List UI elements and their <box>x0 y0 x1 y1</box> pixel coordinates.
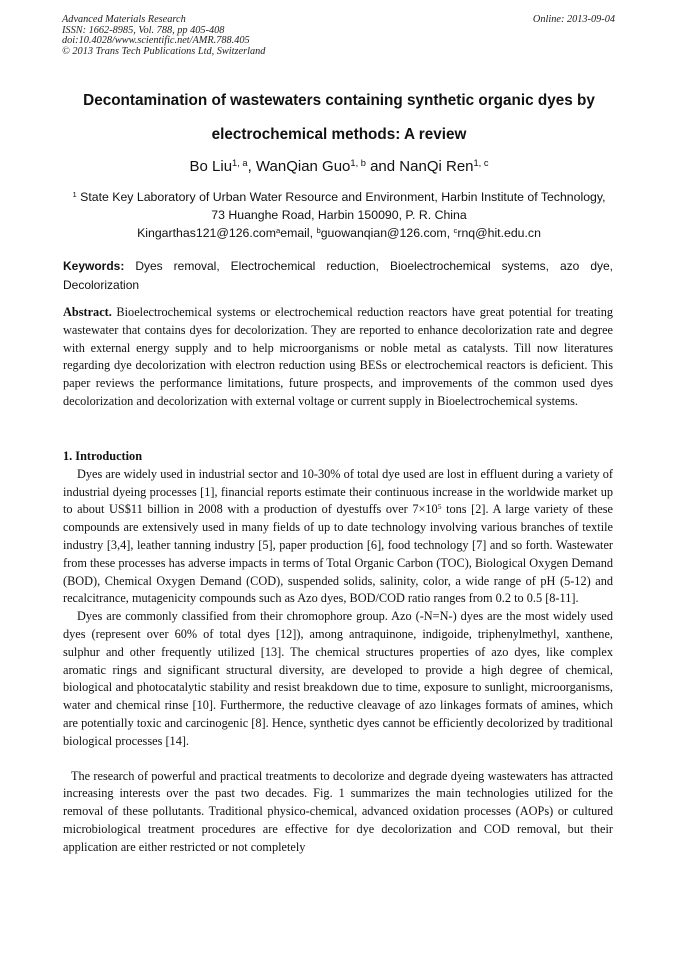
author-name: WanQian Guo <box>255 158 351 175</box>
paragraph <box>63 466 613 608</box>
section-heading: 1. Introduction <box>63 449 143 463</box>
introduction-section <box>63 448 613 857</box>
online-date: Online: 2013-09-04 <box>532 14 615 25</box>
email-mark: b <box>316 225 321 235</box>
author-affiliation-mark: 1, b <box>350 157 366 168</box>
keywords-label: Keywords: <box>63 259 125 273</box>
author-and: and <box>365 158 400 175</box>
email-suffix: email, <box>280 226 317 240</box>
affiliation-emails <box>48 226 630 240</box>
paper-title-line-1: Decontamination of wastewaters containing synthetic organic dyes by <box>83 92 595 109</box>
email-mark: a <box>276 225 281 235</box>
affiliation-line-2: 73 Huanghe Road, Harbin 150090, P. R. China <box>211 208 467 222</box>
author-affiliation-mark: 1, c <box>473 157 489 168</box>
affiliation-mark: 1 <box>72 189 77 199</box>
affiliation-text: State Key Laboratory of Urban Water Resource and Environment, Harbin Institute of Technology, <box>80 190 606 204</box>
paragraph-text: tons [2]. A large variety of these compounds are extensively used in many fields of up to date technology involving various branches of textile industry [3,4], leather tanning industry [5], paper production [6], food technology [7] and so forth. Wastewater from these processes has adverse impacts in terms of Total Organic Carbon (TOC), Biological Oxygen Demand (BOD), Chemical Oxygen Demand (COD), suspended solids, salinity, color, a wide range of pH (5-12) and recalcitrance, mutagenicity compounds such as Azo dyes, BOD/COD ratio ranges from 0.2 to 0.5 [8-11]. <box>63 502 613 606</box>
keywords <box>63 257 613 295</box>
email-suffix: , <box>446 226 454 240</box>
abstract-text: Bioelectrochemical systems or electrochemical reduction reactors have great potential for treating wastewater that contains dyes for decolorization. They are reported to enhance decolorization rate and degree with external energy supply and to help microorganisms or noble metal as catalysts. Till now literatures regarding dye decolorization with electron reduction using BESs or electrochemical reactors is deficient. This paper reviews the performance limitations, future prospects, and improvements of the common used dyes decolorization and decolorization with external voltage or current supply in Bioelectrochemical systems. <box>63 305 613 408</box>
email-address[interactable]: Kingarthas121@126.com <box>137 226 277 240</box>
journal-doi: doi:10.4028/www.scientific.net/AMR.788.405 <box>62 35 250 46</box>
email-address[interactable]: rnq@hit.edu.cn <box>457 226 541 240</box>
author-list <box>40 158 638 175</box>
paragraph: Dyes are commonly classified from their chromophore group. Azo (-N=N-) dyes are the most widely used dyes (represent over 60% of total dyes [12]), among antraquinone, indigoide, triphenylmethyl, xanthene, sulphur and other frequently utilized [13]. The chemical structures properties of azo dyes, like complex aromatic rings and significant structural diversity, are developed to provide a high degree of chemical, biological and photocatalytic stability and resist breakdown due to time, exposure to sunlight, microorganisms, water and chemical rinse [10]. Furthermore, the reductive cleavage of azo linkages formats of amines, which are potentially toxic and carcinogenic [8]. Hence, synthetic dyes cannot be efficiently decolorized by traditional biological processes [14]. <box>63 609 613 748</box>
journal-header <box>62 15 265 57</box>
keywords-text: Dyes removal, Electrochemical reduction, Bioelectrochemical systems, azo dye, Decolorization <box>63 259 613 292</box>
abstract <box>63 304 613 411</box>
journal-name: Advanced Materials Research <box>62 14 186 25</box>
email-mark: c <box>453 225 458 235</box>
author-separator: , <box>247 158 256 175</box>
paper-title-line-2: electrochemical methods: A review <box>211 126 467 143</box>
abstract-label: Abstract. <box>63 305 112 319</box>
journal-issn: ISSN: 1662-8985, Vol. 788, pp 405-408 <box>62 24 225 36</box>
author-name: Bo Liu <box>189 158 233 175</box>
author-affiliation-mark: 1, a <box>232 157 248 168</box>
paragraph: The research of powerful and practical treatments to decolorize and degrade dyeing wastewaters has attracted increasing interests over the past two decades. Fig. 1 summarizes the main technologies utilized for the removal of these pollutants. Traditional physico-chemical, advanced oxidation processes (AOPs) or cultured microbiological treatment procedures are effective for dye decolorization and COD removal, but their application are either restricted or not completely <box>63 768 613 854</box>
exponent: 5 <box>437 502 442 512</box>
journal-copyright: © 2013 Trans Tech Publications Ltd, Switzerland <box>62 45 266 57</box>
email-address[interactable]: guowanqian@126.com <box>320 226 447 240</box>
paragraph-text: Dyes are widely used in industrial sector and 10-30% of total dye used are lost in effluent during a variety of industrial dyeing processes [1], financial reports estimate their continuous increase in the worldwide market up to about US$11 billion in 2008 with a production of dyestuffs over 7×10 <box>63 466 613 517</box>
affiliation-line-1 <box>48 190 630 204</box>
author-name: NanQi Ren <box>399 158 474 175</box>
